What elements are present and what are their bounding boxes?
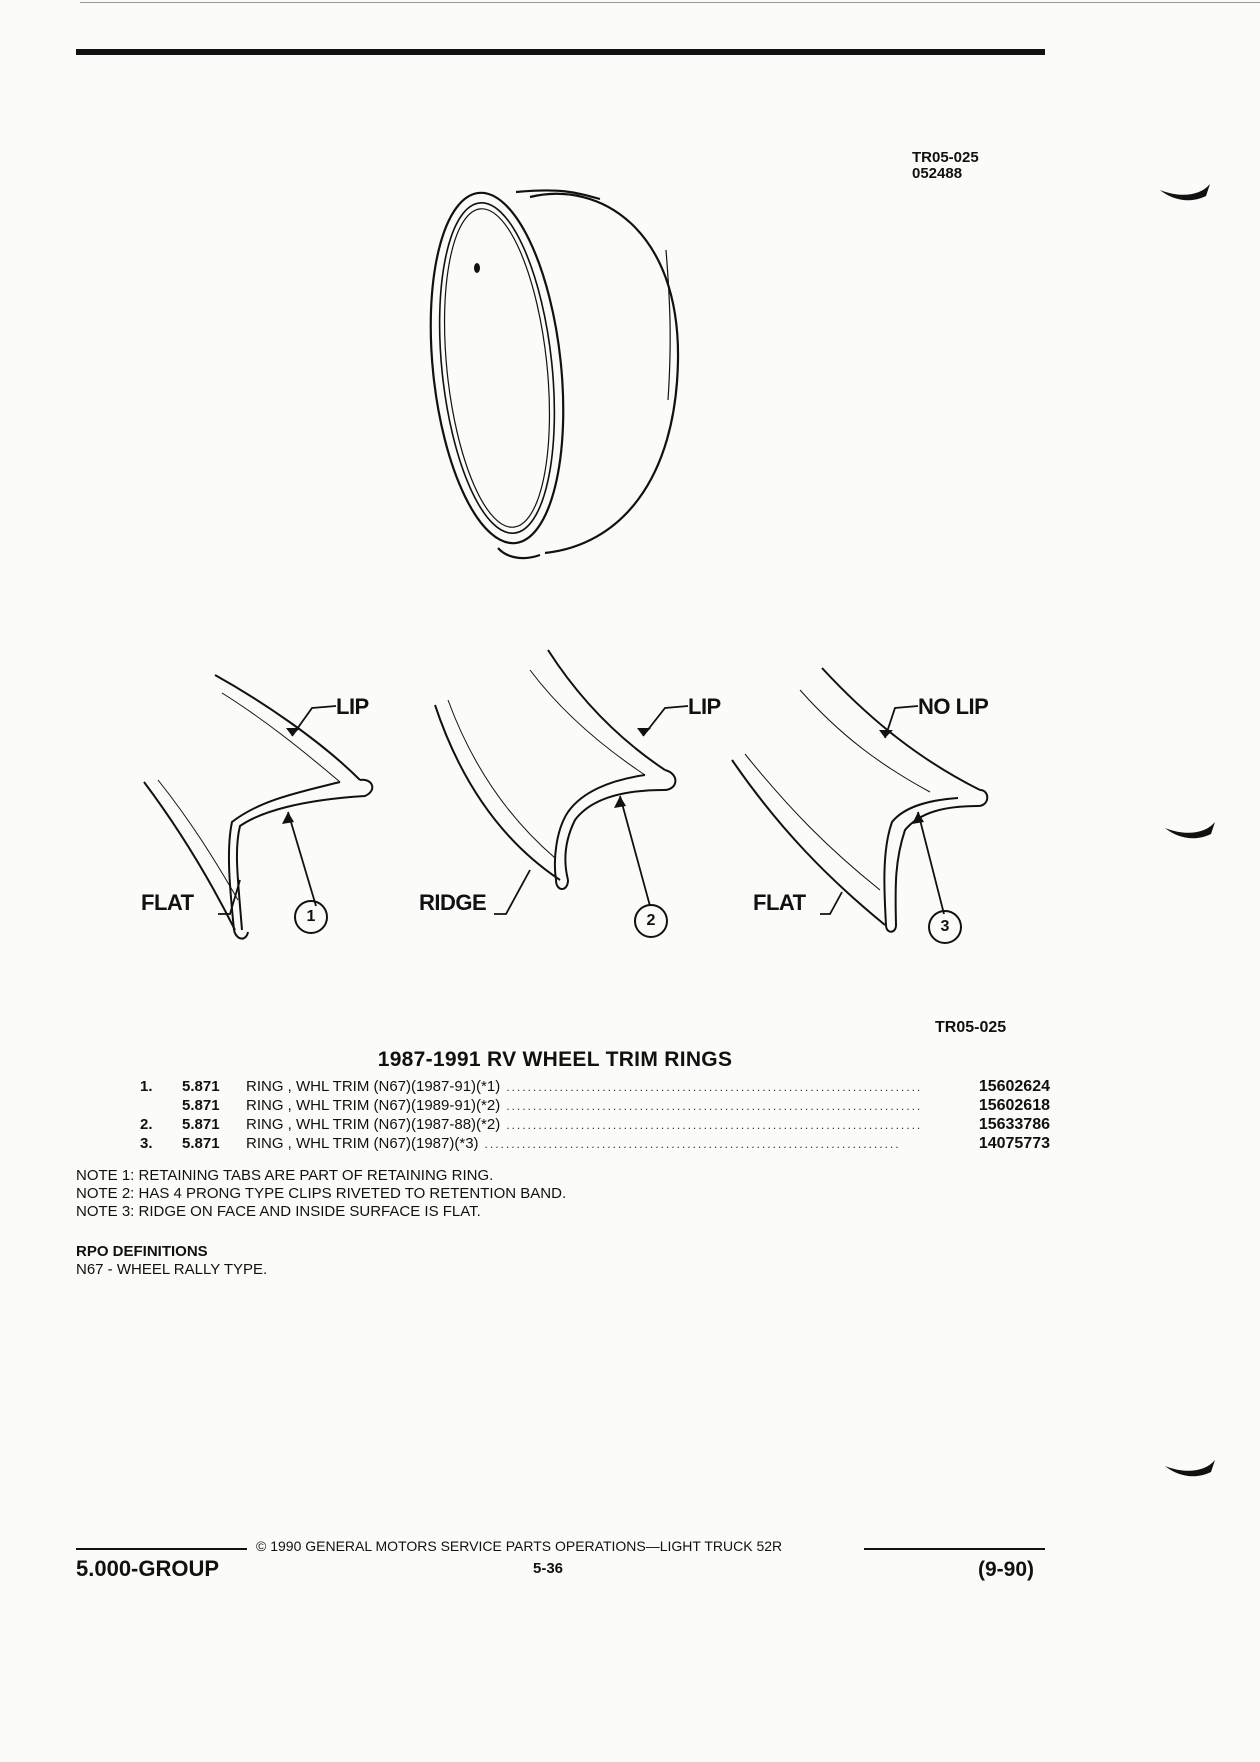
leader-lines	[218, 706, 944, 914]
item-number-1: 1	[294, 900, 328, 934]
notes	[76, 1167, 566, 1221]
part-description: RING , WHL TRIM (N67)(1987-88)(*2)	[246, 1116, 501, 1133]
part-number: 15633786	[978, 1116, 1050, 1133]
footer-rule-right	[864, 1548, 1045, 1550]
ring-hole	[474, 263, 480, 273]
callout-flat-1: FLAT	[141, 890, 194, 915]
note-3: NOTE 3: RIDGE ON FACE AND INSIDE SURFACE IS FLAT.	[76, 1203, 481, 1220]
leader-dots: ..............................................................................	[506, 1080, 923, 1094]
rpo-definition: N67 - WHEEL RALLY TYPE.	[76, 1261, 268, 1278]
binder-marks	[1160, 184, 1215, 1476]
rpo-definitions	[76, 1243, 267, 1279]
part-number: 14075773	[978, 1135, 1050, 1152]
footer-page-number: 5-36	[533, 1560, 564, 1577]
part-group: 5.871	[182, 1135, 220, 1152]
footer-rule-left	[76, 1548, 247, 1550]
part-index: 1.	[140, 1078, 153, 1095]
part-number: 15602618	[978, 1097, 1050, 1114]
figure-id-date: 052488	[912, 165, 963, 182]
part-number: 15602624	[978, 1078, 1050, 1095]
part-group: 5.871	[182, 1078, 220, 1095]
callout-lip-1: LIP	[336, 694, 369, 719]
parts-row	[120, 1078, 1050, 1097]
part-description: RING , WHL TRIM (N67)(1987)(*3)	[246, 1135, 479, 1152]
callout-flat-3: FLAT	[753, 890, 806, 915]
note-1: NOTE 1: RETAINING TABS ARE PART OF RETAINING RING.	[76, 1167, 494, 1184]
note-2: NOTE 2: HAS 4 PRONG TYPE CLIPS RIVETED TO RETENTION BAND.	[76, 1185, 567, 1202]
ring-section-2	[435, 650, 675, 889]
leader-dots: ..............................................................................	[506, 1099, 923, 1113]
arrowheads	[282, 728, 924, 824]
callout-lip-2: LIP	[688, 694, 721, 719]
part-group: 5.871	[182, 1116, 220, 1133]
ring-perspective-drawing	[415, 186, 678, 558]
callout-no-lip: NO LIP	[918, 694, 989, 719]
part-index: 2.	[140, 1116, 153, 1133]
footer-group: 5.000-GROUP	[76, 1556, 220, 1581]
part-description: RING , WHL TRIM (N67)(1987-91)(*1)	[246, 1078, 501, 1095]
parts-row	[120, 1116, 1050, 1135]
figure-id-code: TR05-025	[912, 149, 979, 166]
callout-ridge: RIDGE	[419, 890, 487, 915]
item-number-2: 2	[634, 904, 668, 938]
footer-copyright: © 1990 GENERAL MOTORS SERVICE PARTS OPERATIONS—LIGHT TRUCK 52R	[256, 1538, 783, 1554]
part-group: 5.871	[182, 1097, 220, 1114]
part-description: RING , WHL TRIM (N67)(1989-91)(*2)	[246, 1097, 501, 1114]
rpo-heading: RPO DEFINITIONS	[76, 1243, 208, 1260]
part-index: 3.	[140, 1135, 153, 1152]
parts-row	[120, 1135, 1050, 1154]
figure-label: TR05-025	[935, 1019, 1007, 1036]
leader-dots: ..............................................................................	[484, 1137, 901, 1151]
section-title: 1987-1991 RV WHEEL TRIM RINGS	[377, 1048, 733, 1071]
parts-list	[120, 1078, 1050, 1154]
item-number-3: 3	[928, 910, 962, 944]
leader-dots: ..............................................................................	[506, 1118, 923, 1132]
footer-date: (9-90)	[978, 1558, 1035, 1581]
parts-row	[120, 1097, 1050, 1116]
